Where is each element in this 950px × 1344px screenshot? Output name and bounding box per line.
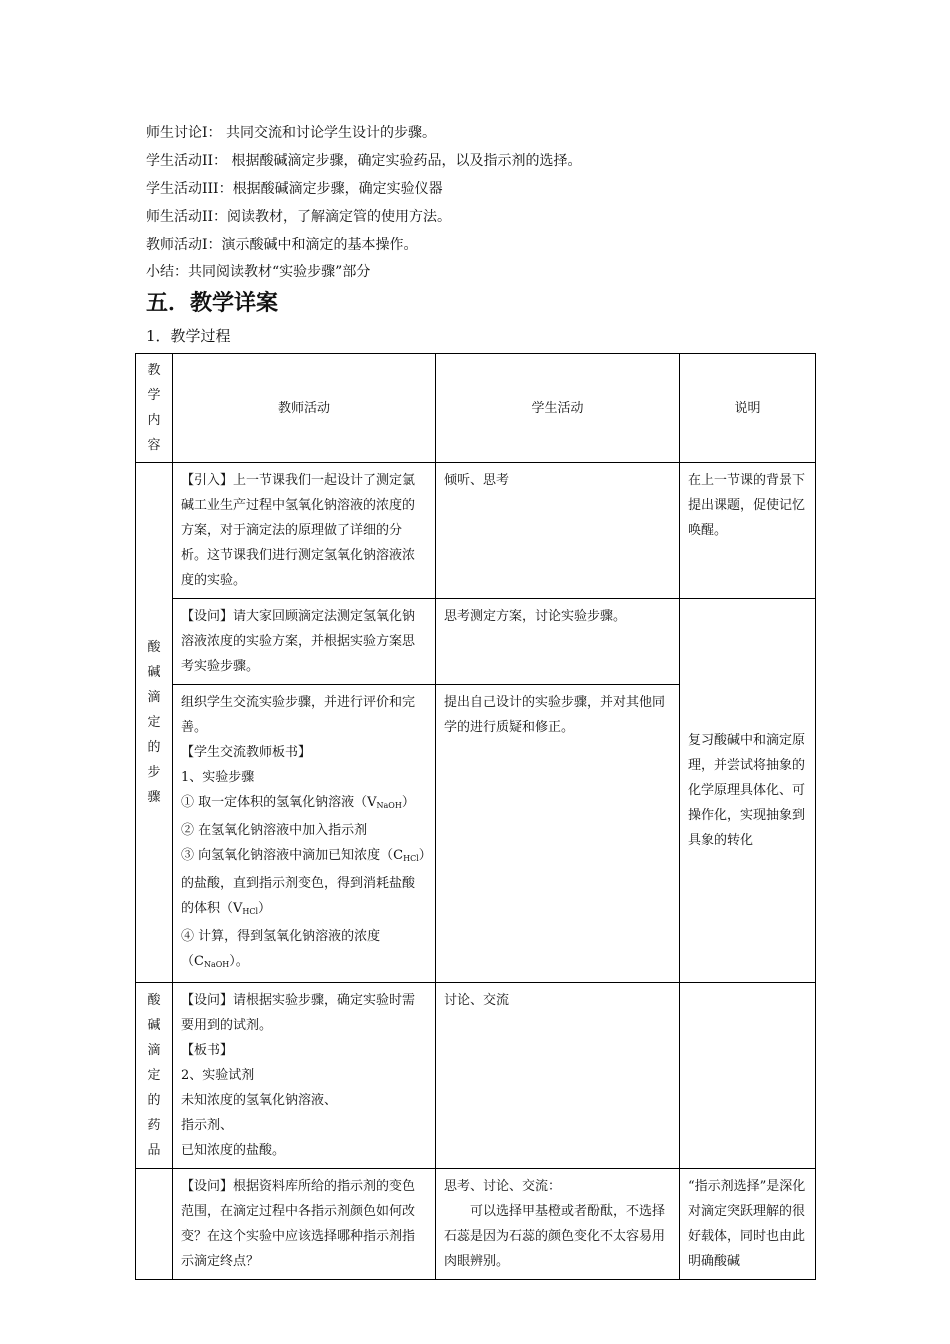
- r3-student-text: 提出自己设计的实验步骤，并对其他同学的进行质疑和修正。: [444, 695, 666, 735]
- r3-line-1: 组织学生交流实验步骤，并进行评价和完善。: [181, 695, 416, 735]
- r3-line-6-mid: ）的盐酸，直到指示剂变色，得到消耗盐酸的体积（V: [181, 848, 426, 916]
- r3-line-3: 1、实验步骤: [181, 770, 255, 785]
- header-student-label: 学生活动: [531, 400, 584, 416]
- r2-teacher-cell: [173, 599, 436, 685]
- r3-line-8-end: ）。: [229, 954, 249, 969]
- r4-line-5: 指示剂、: [181, 1118, 234, 1133]
- header-content-cell: [136, 354, 173, 463]
- intro-line-1: 师生讨论I： 共同交流和讨论学生设计的步骤。: [146, 125, 436, 141]
- intro-line-2: 学生活动II： 根据酸碱滴定步骤，确定实验药品，以及指示剂的选择。: [146, 153, 582, 169]
- group-reagents-cell: [136, 983, 173, 1169]
- r1-teacher-text: 【引入】上一节课我们一起设计了测定氯碱工业生产过程中氢氧化钠溶液的浓度的方案，对于滴定法的原理做了详细的分析。这节课我们进行测定氢氧化钠溶液浓度的实验。: [181, 473, 416, 588]
- r3-line-4-text: ① 取一定体积的氢氧化钠溶液（V: [181, 795, 377, 810]
- intro-line-5: 教师活动I：演示酸碱中和滴定的基本操作。: [146, 237, 418, 253]
- r1-student-cell: [436, 463, 680, 599]
- header-student-cell: [436, 354, 680, 463]
- r4-student-text: 讨论、交流: [444, 993, 510, 1008]
- r5-student-line-1: 思考、讨论、交流：: [444, 1179, 562, 1194]
- r5-content-cell: [136, 1169, 173, 1280]
- r3-line-6: [181, 843, 427, 924]
- header-content-label: 教学内容: [147, 363, 161, 453]
- r3-line-6-sub: HCl: [403, 854, 419, 863]
- table-row: [136, 463, 816, 599]
- header-teacher-label: 教师活动: [277, 400, 330, 416]
- subsection-title: 1．教学过程: [146, 327, 231, 345]
- section-title: 五．教学详案: [146, 291, 279, 316]
- group-steps-label: 酸碱滴定的步骤: [147, 640, 161, 805]
- lesson-table: [135, 353, 816, 1280]
- r3-line-5: ② 在氢氧化钠溶液中加入指示剂: [181, 823, 368, 838]
- r3-line-4-sub: NaOH: [376, 801, 402, 810]
- intro-line-6: 小结：共同阅读教材“实验步骤”部分: [146, 264, 371, 280]
- r3-line-4-end: ）: [401, 795, 415, 810]
- group-steps-cell: [136, 463, 173, 983]
- r1-student-text: 倾听、思考: [444, 473, 510, 488]
- r5-student-cell: [436, 1169, 680, 1280]
- r4-student-cell: [436, 983, 680, 1169]
- r3-line-6-text: ③ 向氢氧化钠溶液中滴加已知浓度（C: [181, 848, 404, 863]
- r3-line-8-text: （C: [181, 954, 204, 969]
- header-teacher-cell: [173, 354, 436, 463]
- header-note-cell: [680, 354, 816, 463]
- r3-teacher-cell: [173, 685, 436, 983]
- r2-student-cell: [436, 599, 680, 685]
- r5-note-text: “指示剂选择”是深化对滴定突跃理解的很好载体，同时也由此明确酸碱: [688, 1179, 806, 1269]
- r3-line-7: ④ 计算，得到氢氧化钠溶液的浓度: [181, 929, 381, 944]
- r3-line-8-sub: NaOH: [203, 960, 230, 969]
- r3-line-8: [181, 949, 427, 977]
- r4-line-2: 【板书】: [181, 1043, 234, 1058]
- r4-line-3: 2、实验试剂: [181, 1068, 255, 1083]
- r5-teacher-text: 【设问】根据资料库所给的指示剂的变色范围，在滴定过程中各指示剂颜色如何改变？在这个实验中应该选择哪种指示剂指示滴定终点？: [181, 1179, 416, 1269]
- r4-note-cell: [680, 983, 816, 1169]
- r1-note-cell: [680, 463, 816, 599]
- r1-note-text: 在上一节课的背景下提出课题，促使记忆唤醒。: [688, 473, 806, 538]
- table-row: [136, 1169, 816, 1280]
- r5-note-cell: [680, 1169, 816, 1280]
- r3-student-cell: [436, 685, 680, 983]
- r3-line-2: 【学生交流教师板书】: [181, 745, 312, 760]
- r3-line-4: [181, 790, 427, 818]
- r5-student-line-2: 可以选择甲基橙或者酚酞，不选择石蕊是因为石蕊的颜色变化不太容易用肉眼辨别。: [444, 1204, 666, 1269]
- table-header-row: [136, 354, 816, 463]
- r2-note-cell: [680, 599, 816, 983]
- r3-line-6-sub2: HCl: [242, 907, 259, 916]
- r1-teacher-cell: [173, 463, 436, 599]
- r4-line-4: 未知浓度的氢氧化钠溶液、: [181, 1093, 338, 1108]
- table-row: [136, 599, 816, 685]
- r5-teacher-cell: [173, 1169, 436, 1280]
- intro-line-4: 师生活动II：阅读教材，了解滴定管的使用方法。: [146, 209, 452, 225]
- group-reagents-label: 酸碱滴定的药品: [147, 993, 161, 1158]
- r4-line-6: 已知浓度的盐酸。: [181, 1143, 286, 1158]
- header-note-label: 说明: [734, 400, 761, 416]
- r4-teacher-cell: [173, 983, 436, 1169]
- r4-line-1: 【设问】请根据实验步骤，确定实验时需要用到的试剂。: [181, 993, 416, 1033]
- r2-student-text: 思考测定方案，讨论实验步骤。: [444, 609, 627, 624]
- r3-line-6-end: ）: [258, 901, 272, 916]
- r2-note-text: 复习酸碱中和滴定原理，并尝试将抽象的化学原理具体化、可操作化，实现抽象到具象的转化: [688, 733, 806, 848]
- table-row: [136, 983, 816, 1169]
- r2-teacher-text: 【设问】请大家回顾滴定法测定氢氧化钠溶液浓度的实验方案，并根据实验方案思考实验步骤。: [181, 609, 416, 674]
- intro-line-3: 学生活动III：根据酸碱滴定步骤，确定实验仪器: [146, 181, 443, 197]
